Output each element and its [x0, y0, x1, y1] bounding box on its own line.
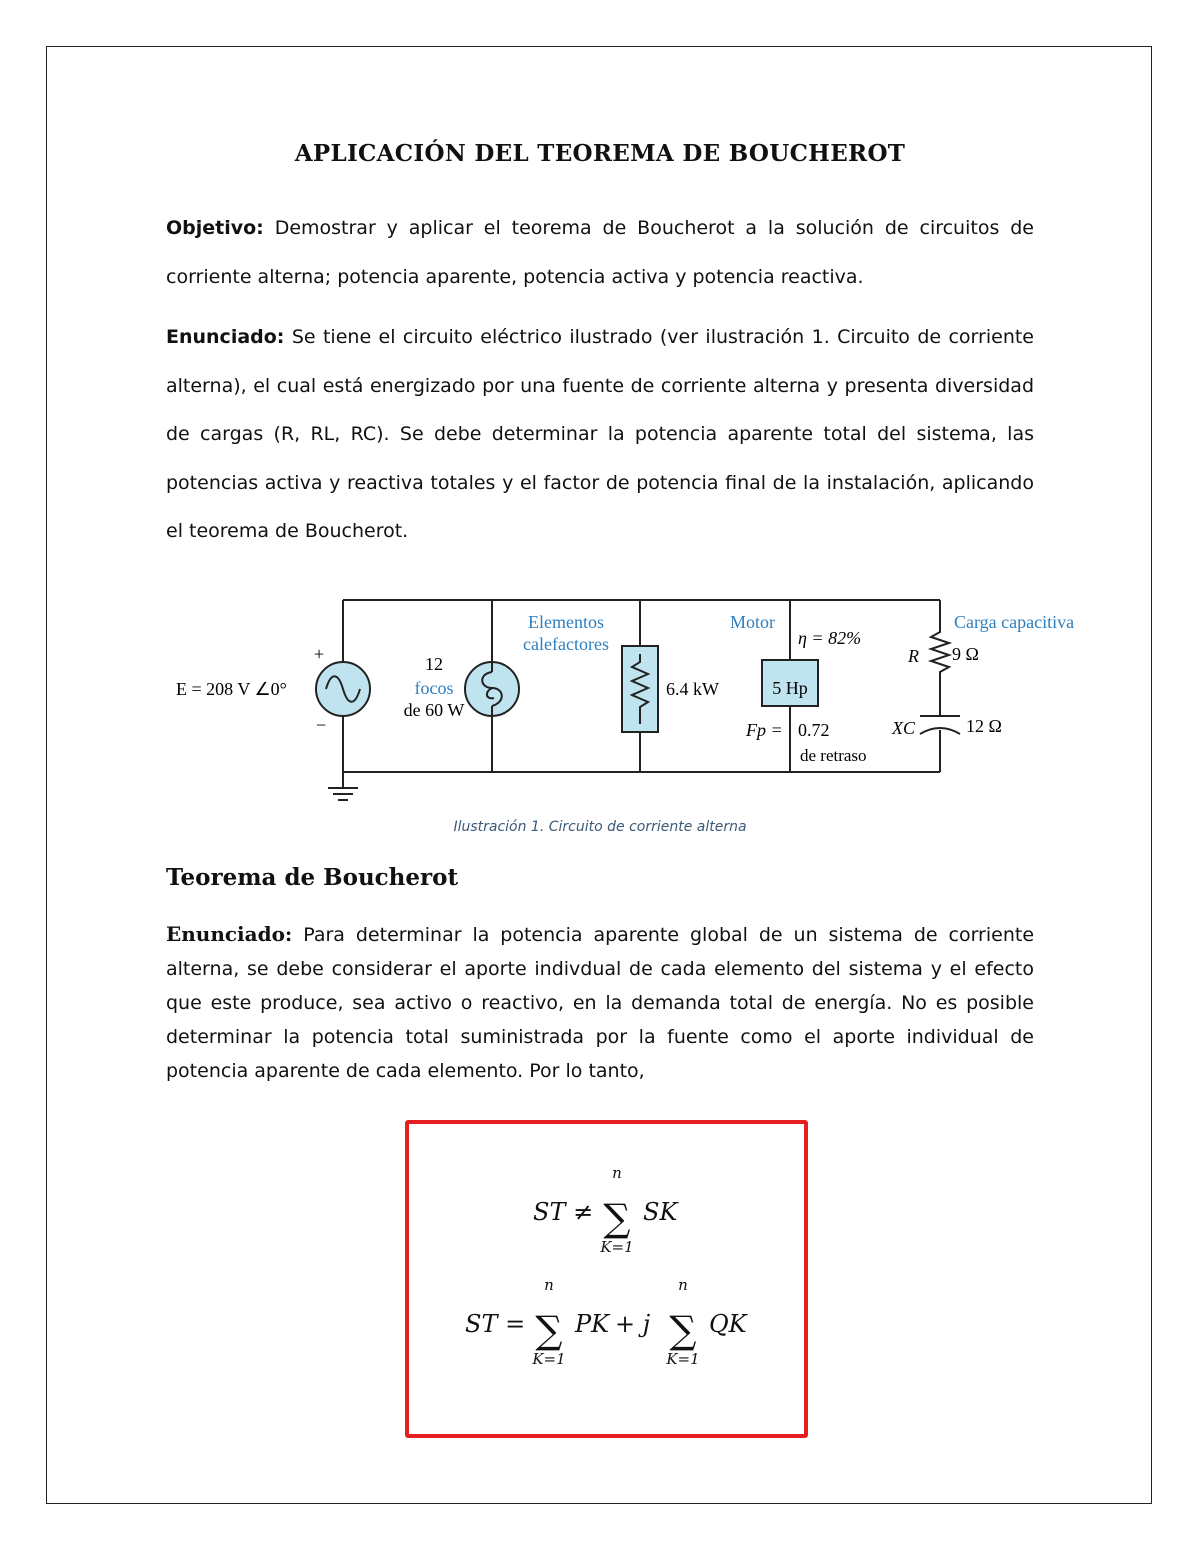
- objective-text: Demostrar y aplicar el teorema de Boucherot a la solución de circuitos de corriente alterna; potencia aparente, potencia activa y potencia reactiva.: [166, 217, 1034, 288]
- cap-r-label: R: [908, 646, 919, 666]
- formula-box: [405, 1120, 808, 1438]
- theorem-text: Para determinar la potencia aparente global de un sistema de corriente alterna, se debe considerar el aporte indivdual de cada elemento del sistema y el efecto que este produce, sea activo o reactivo, en la demanda total de energía. No es posible determinar la potencia total suministrada por la fuente como el aporte individual de potencia aparente de cada elemento. Por lo tanto,: [166, 924, 1035, 1082]
- motor-title: Motor: [730, 612, 775, 632]
- statement-label: Enunciado:: [166, 326, 285, 348]
- cap-load-resistor-icon: [931, 626, 949, 676]
- formula1-lhs: ST ≠: [533, 1198, 594, 1226]
- source-minus: −: [316, 715, 327, 735]
- cap-title: Carga capacitiva: [954, 612, 1075, 632]
- motor-fp-note: de retraso: [800, 746, 867, 765]
- theorem-label: Enunciado:: [166, 922, 293, 946]
- formula2-sum2-bottom: K=1: [666, 1350, 700, 1368]
- cap-r-value: 9 Ω: [952, 644, 979, 664]
- bulbs-power: de 60 W: [403, 700, 465, 720]
- cap-xc-value: 12 Ω: [966, 716, 1002, 736]
- formula2-term1: PK: [575, 1310, 610, 1338]
- formula2-term2: QK: [709, 1310, 747, 1338]
- sigma-icon: ∑: [603, 1196, 631, 1240]
- objective-paragraph: [166, 204, 1034, 301]
- cap-xc-label: XC: [892, 718, 916, 738]
- source-label: E = 208 V ∠0°: [176, 679, 287, 699]
- formula1-sum-bottom: K=1: [600, 1238, 634, 1256]
- motor-fp-value: 0.72: [798, 720, 830, 740]
- heater-resistor-icon: [622, 646, 658, 732]
- ac-source-icon: [316, 662, 370, 716]
- formula2-lhs: ST =: [465, 1310, 526, 1338]
- theorem-paragraph: [166, 917, 1034, 1088]
- statement-text: Se tiene el circuito eléctrico ilustrado (ver ilustración 1. Circuito de corriente alterna), el cual está energizado por una fuente de corriente alterna y presenta diversidad de cargas (R, RL, RC). Se debe determinar la potencia aparente total del sistema, las potencias activa y reactiva totales y el factor de potencia final de la instalación, aplicando el teorema de Boucherot.: [166, 326, 1034, 542]
- motor-power: 5 Hp: [772, 678, 808, 698]
- document-title: APLICACIÓN DEL TEOREMA DE BOUCHEROT: [294, 140, 906, 167]
- formula1-term: SK: [643, 1198, 678, 1226]
- formula1-sum-top: n: [612, 1164, 622, 1182]
- bulbs-count: 12: [425, 654, 443, 674]
- formula2-mid: + j: [615, 1310, 651, 1338]
- circuit-diagram: [160, 588, 1100, 810]
- section-heading: Teorema de Boucherot: [166, 864, 459, 891]
- motor-fp-label: Fp =: [746, 720, 783, 740]
- heaters-power: 6.4 kW: [666, 679, 719, 699]
- bulbs-label: focos: [414, 678, 454, 698]
- motor-efficiency: η = 82%: [798, 628, 862, 648]
- formulas: [409, 1124, 804, 1434]
- formula2-sum1-bottom: K=1: [532, 1350, 566, 1368]
- formula2-sum1-top: n: [544, 1276, 554, 1294]
- sigma-icon: ∑: [535, 1308, 563, 1352]
- objective-label: Objetivo:: [166, 217, 264, 239]
- formula2-sum2-top: n: [678, 1276, 688, 1294]
- source-plus: +: [314, 644, 325, 664]
- heaters-title-2: calefactores: [523, 634, 609, 654]
- figure-caption: Ilustración 1. Circuito de corriente alterna: [453, 819, 747, 835]
- lamp-icon: [465, 662, 519, 716]
- sigma-icon: ∑: [669, 1308, 697, 1352]
- heaters-title-1: Elementos: [528, 612, 604, 632]
- statement-paragraph: [166, 313, 1034, 556]
